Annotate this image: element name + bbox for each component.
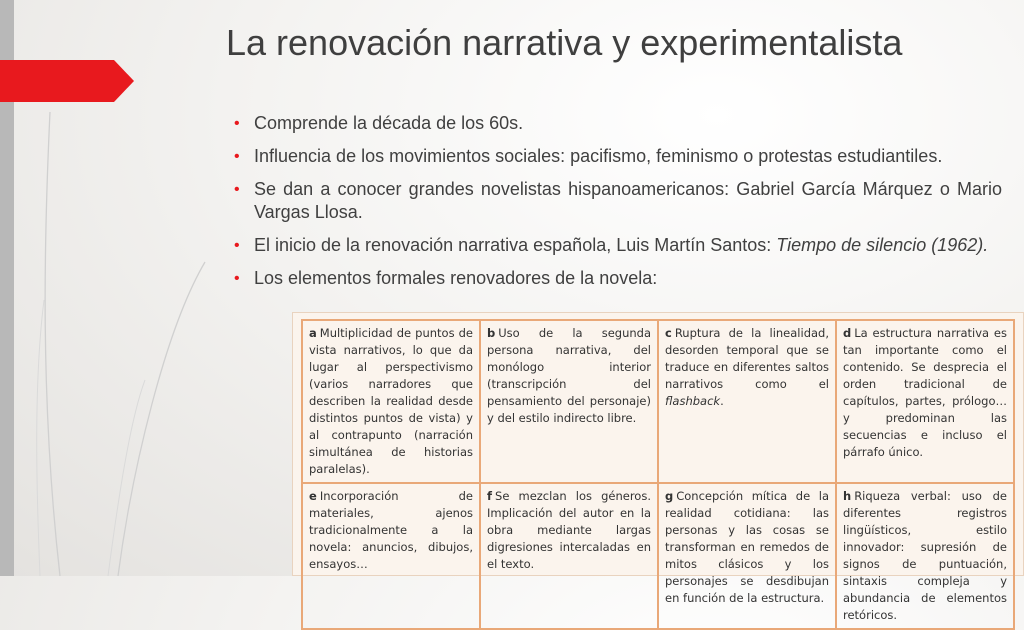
table-cell-g: g Concepción mítica de la realidad cotidiana: las personas y las cosas se transforman en remedos de mitos clásicos y los personajes se desdibujan en función de la estructura. (658, 483, 836, 629)
table-cell-f: f Se mezclan los géneros. Implicación del autor en la obra mediante largas digresiones intercaladas en el texto. (480, 483, 658, 629)
red-accent-tab (0, 60, 134, 102)
table-cell-a: a Multiplicidad de puntos de vista narrativos, lo que da lugar al perspectivismo (varios narradores que describen la realidad desde distintos puntos de vista) y al contrapunto (narración simultánea de historias paralelas). (302, 320, 480, 483)
bullet-item: • Se dan a conocer grandes novelistas hispanoamericanos: Gabriel García Márquez o Mario Vargas Llosa. (226, 178, 1002, 224)
elements-table-image (292, 312, 1024, 622)
table-row (302, 483, 1014, 629)
bullet-item: • Influencia de los movimientos sociales: pacifismo, feminismo o protestas estudiantiles. (226, 145, 1002, 168)
table-cell-h: h Riqueza verbal: uso de diferentes registros lingüísticos, estilo innovador: supresión de signos de puntuación, sintaxis compleja y abundancia de elementos retóricos. (836, 483, 1014, 629)
bullet-item: • El inicio de la renovación narrativa española, Luis Martín Santos: Tiempo de silencio (1962). (226, 234, 1002, 257)
book-title: Tiempo de silencio (1962). (776, 235, 989, 255)
slide-title: La renovación narrativa y experimentalista (226, 22, 903, 63)
table-cell-d: d La estructura narrativa es tan importante como el contenido. Se desprecia el orden tradicional de capítulos, partes, prólogo… y predominan las secuencias e incluso el párrafo único. (836, 320, 1014, 483)
table-cell-e: e Incorporación de materiales, ajenos tradicionalmente a la novela: anuncios, dibujos, ensayos… (302, 483, 480, 629)
table-row (302, 320, 1014, 483)
bullet-list (226, 112, 1002, 300)
elements-table (301, 319, 1015, 630)
bullet-item: • Los elementos formales renovadores de la novela: (226, 267, 1002, 290)
table-cell-b: b Uso de la segunda persona narrativa, del monólogo interior (transcripción del pensamiento del personaje) y del estilo indirecto libre. (480, 320, 658, 483)
table-cell-c: c Ruptura de la linealidad, desorden temporal que se traduce en diferentes saltos narrativos como el flashback. (658, 320, 836, 483)
bullet-item: • Comprende la década de los 60s. (226, 112, 1002, 135)
